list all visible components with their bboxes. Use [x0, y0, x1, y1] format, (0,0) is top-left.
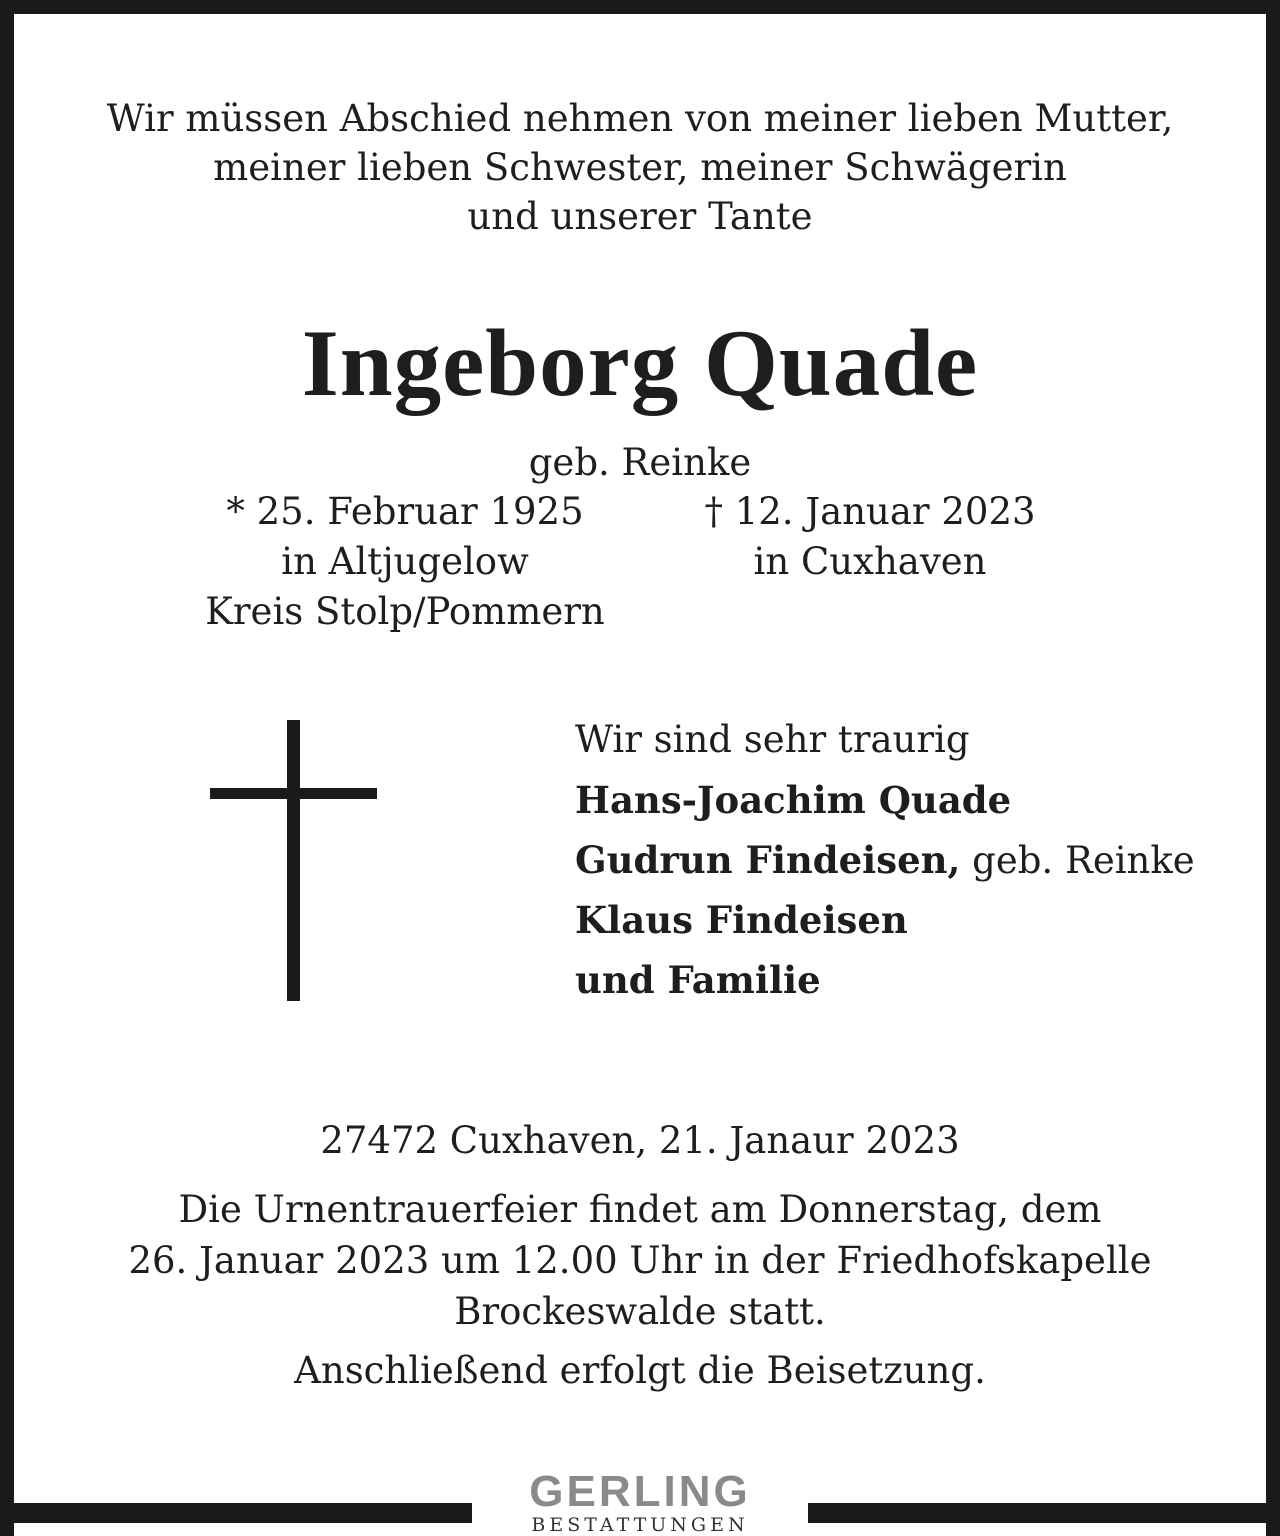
mourner-name: [575, 950, 1195, 1010]
funeral-home-logo: [472, 1467, 808, 1536]
birth-info: [150, 487, 660, 637]
ceremony-line-2: 26. Januar 2023 um 12.00 Uhr in der Friedhofskapelle: [128, 1239, 1152, 1282]
birth-date: * 25. Februar 1925: [226, 490, 584, 533]
mourner-name-text: und Familie: [575, 958, 821, 1002]
burial-note: Anschließend erfolgt die Beisetzung.: [294, 1349, 986, 1392]
place-date: 27472 Cuxhaven, 21. Janaur 2023: [320, 1119, 960, 1162]
mourner-name: [575, 890, 1195, 950]
mourner-name-text: Gudrun Findeisen,: [575, 838, 961, 882]
logo-subtitle: BESTATTUNGEN: [531, 1514, 749, 1536]
ceremony-text: [0, 1184, 1280, 1337]
death-place: in Cuxhaven: [753, 540, 987, 583]
bottom-border-left: [0, 1503, 472, 1523]
intro-line-1: Wir müssen Abschied nehmen von meiner lieben Mutter,: [106, 97, 1174, 140]
death-date: † 12. Januar 2023: [704, 490, 1036, 533]
logo-name: GERLING: [529, 1467, 751, 1516]
mourner-name-text: Hans-Joachim Quade: [575, 778, 1012, 822]
ceremony-line-1: Die Urnentrauerfeier findet am Donnerstag, dem: [178, 1188, 1102, 1231]
mourner-name: [575, 830, 1195, 890]
mourners-block: [575, 710, 1195, 1010]
intro-text: [0, 94, 1280, 241]
bottom-border-right: [808, 1503, 1280, 1523]
birth-place: in Altjugelow: [281, 540, 529, 583]
cross-horizontal-bar: [210, 788, 377, 799]
ceremony-line-3: Brockeswalde statt.: [454, 1290, 826, 1333]
cross-vertical-bar: [287, 720, 300, 1001]
death-info: [640, 487, 1100, 587]
intro-line-3: und unserer Tante: [467, 195, 813, 238]
mourner-name-suffix: geb. Reinke: [960, 839, 1195, 882]
mourners-heading: Wir sind sehr traurig: [575, 718, 970, 761]
deceased-name: Ingeborg Quade: [301, 310, 979, 416]
mourner-name: [575, 770, 1195, 830]
born-name: geb. Reinke: [528, 441, 752, 484]
mourner-name-text: Klaus Findeisen: [575, 898, 908, 942]
intro-line-2: meiner lieben Schwester, meiner Schwägerin: [213, 146, 1067, 189]
birth-region: Kreis Stolp/Pommern: [205, 590, 605, 633]
